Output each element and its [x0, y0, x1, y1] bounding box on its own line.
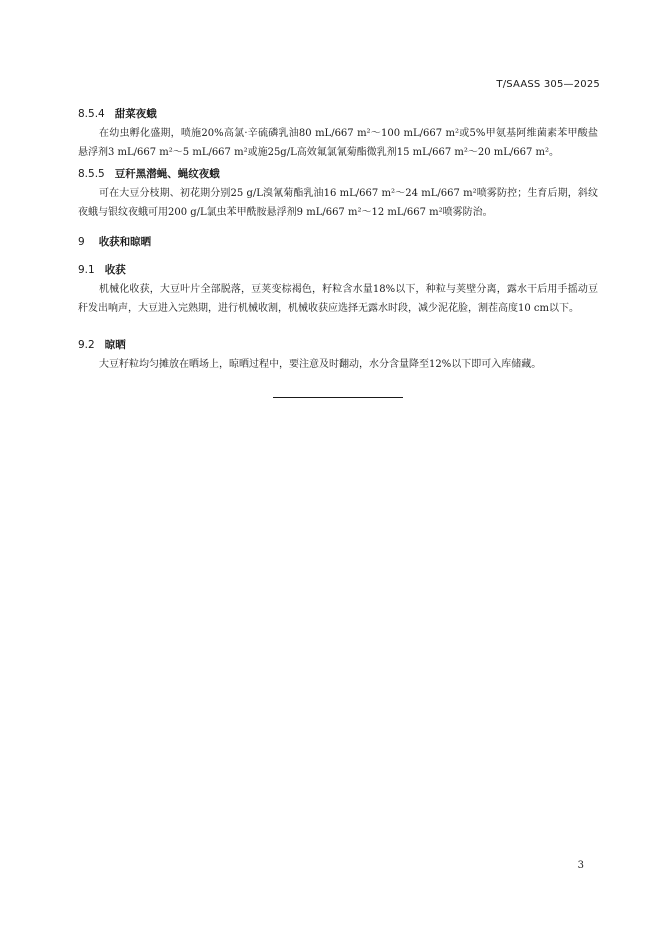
- section-heading-9-1: [78, 262, 126, 277]
- end-of-document-rule: [273, 397, 403, 398]
- section-paragraph-9-1: 机械化收获，大豆叶片全部脱落，豆荚变棕褐色，籽粒含水量18%以下，种粒与荚壁分离，露水干后用手摇动豆秆发出响声，大豆进入完熟期，进行机械收割，机械收获应选择无露水时段，减少泥花脸，割茬高度10 cm以下。: [78, 284, 598, 314]
- section-paragraph-8-5-5: 可在大豆分枝期、初花期分别25 g/L溴氰菊酯乳油16 mL/667 m²～24 mL/667 m²喷雾防控；生育后期，斜纹夜蛾与银纹夜蛾可用200 g/L氯虫苯甲酰胺悬浮剂9 mL/667 m²～12 mL/667 m²喷雾防治。: [78, 188, 598, 218]
- section-number: 9: [78, 236, 85, 248]
- section-title: 收获: [104, 264, 126, 276]
- section-number: 9.1: [78, 264, 95, 276]
- section-paragraph-8-5-4: 在幼虫孵化盛期，喷施20%高氯·辛硫磷乳油80 mL/667 m²～100 mL/667 m²或5%甲氨基阿维菌素苯甲酸盐悬浮剂3 mL/667 m²～5 mL/667 m²或施25g/L高效氟氯氰菊酯微乳剂15 mL/667 m²～20 mL/667 m²。: [78, 128, 598, 158]
- section-title: 甜菜夜蛾: [114, 108, 157, 120]
- section-title: 收获和晾晒: [98, 236, 152, 248]
- section-title: 豆秆黑潜蝇、蝇纹夜蛾: [114, 168, 220, 180]
- section-heading-8-5-5: [78, 166, 220, 181]
- section-paragraph-9-2: 大豆籽粒均匀摊放在晒场上，晾晒过程中，要注意及时翻动，水分含量降至12%以下即可入库储藏。: [99, 359, 542, 370]
- section-number: 9.2: [78, 339, 95, 351]
- page-number: 3: [577, 860, 584, 871]
- section-number: 8.5.5: [78, 168, 105, 180]
- section-number: 8.5.4: [78, 108, 105, 120]
- section-heading-9: [78, 234, 151, 249]
- section-heading-8-5-4: [78, 106, 157, 121]
- standard-code: T/SAASS 305—2025: [496, 79, 600, 90]
- section-title: 晾晒: [104, 339, 126, 351]
- section-heading-9-2: [78, 337, 126, 352]
